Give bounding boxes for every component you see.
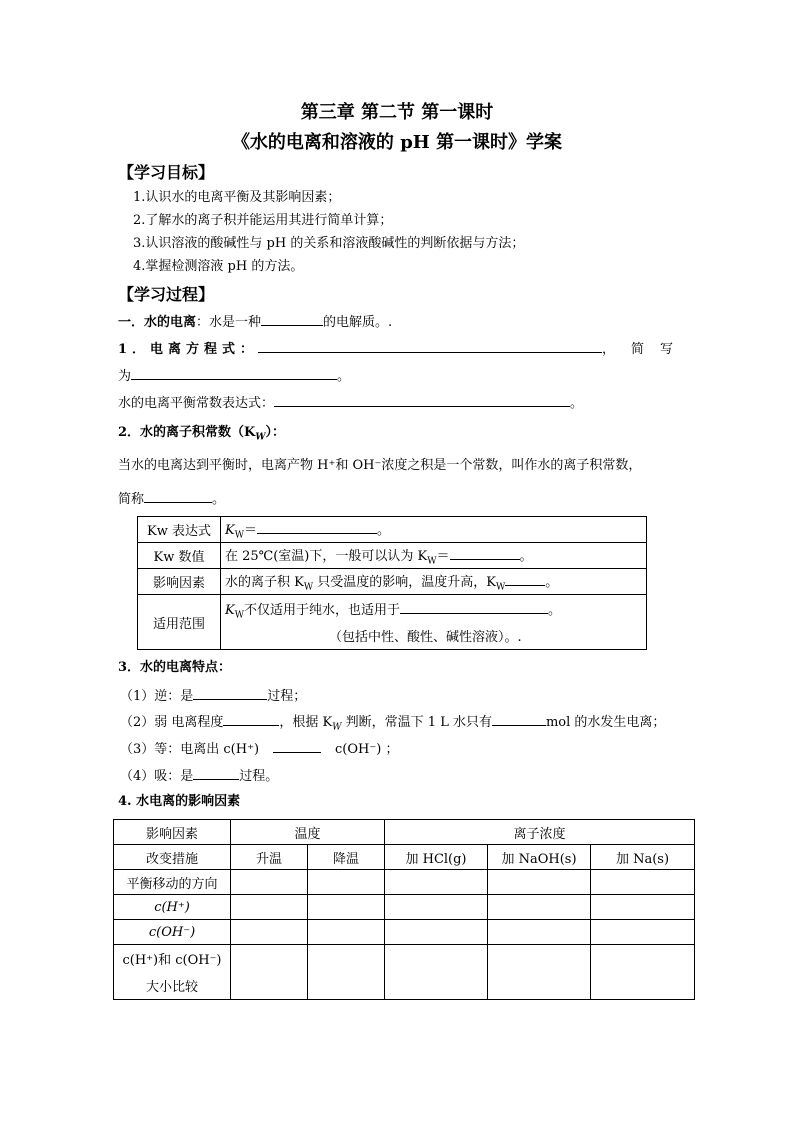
column-header: 温度 — [231, 820, 385, 845]
scope-note: （包括中性、酸性、碱性溶液）。. — [329, 630, 522, 646]
answer-cell[interactable] — [231, 945, 308, 1000]
text: mol 的水发生电离； — [545, 715, 666, 730]
column-header: 升温 — [231, 845, 308, 870]
text: ：水是一种 — [196, 315, 262, 330]
features-heading: 3．水的电离特点： — [118, 660, 232, 675]
table-header-row — [114, 820, 695, 845]
text: ＝ — [243, 522, 257, 538]
feature-item — [120, 739, 398, 758]
answer-blank[interactable] — [274, 393, 570, 407]
row-content — [221, 543, 647, 569]
question-ionization-equation — [118, 339, 690, 358]
feature-item — [120, 712, 665, 736]
row-content: 水的离子积 $K_W$ 只受温度的影响，温度升高，$K_W$ 。 — [221, 569, 647, 595]
text: 为 — [118, 369, 132, 384]
worksheet-title: 《水的电离和溶液的 pH 第一课时》学案 — [231, 132, 563, 153]
objectives-heading: 【学习目标】 — [118, 163, 215, 182]
answer-blank[interactable] — [505, 572, 545, 586]
column-header: 加 Na(s) — [591, 845, 695, 870]
table-header-row — [114, 845, 695, 870]
objective-item: 2.了解水的离子积并能运用其进行简单计算； — [133, 213, 393, 228]
text: 。 — [519, 548, 533, 564]
answer-cell[interactable] — [308, 945, 385, 1000]
kw-short-name — [118, 489, 225, 508]
text: 只受温度的影响，温度升高，K — [313, 574, 496, 590]
answer-blank[interactable] — [400, 600, 548, 614]
answer-blank[interactable] — [131, 366, 337, 380]
text: （1）逆：是 — [120, 689, 194, 704]
text: K — [225, 602, 235, 618]
subscript: W — [332, 722, 342, 733]
answer-cell[interactable] — [591, 920, 695, 945]
text: 简称 — [118, 492, 145, 507]
feature-item — [120, 686, 306, 705]
table-row — [138, 595, 647, 650]
text: K — [225, 522, 235, 538]
text: ＝ — [436, 548, 450, 564]
answer-cell[interactable] — [591, 870, 695, 895]
text: 水的离子积 K — [225, 574, 304, 590]
table-row — [114, 945, 695, 1000]
text: 。 — [337, 369, 351, 384]
text: （3）等：电离出 c(H⁺) — [120, 742, 260, 757]
subscript: W — [303, 582, 314, 593]
text: ）： — [265, 425, 285, 440]
table-row — [114, 920, 695, 945]
text: 过程； — [267, 689, 307, 704]
row-label: Kw 数值 — [138, 543, 221, 569]
answer-blank[interactable] — [258, 339, 602, 353]
row-label: 影响因素 — [138, 569, 221, 595]
answer-cell[interactable] — [308, 895, 385, 920]
text: 在 25℃(室温)下，一般可以认为 K — [225, 548, 428, 564]
table-row — [138, 543, 647, 569]
row-label: c(OH⁻) — [114, 920, 231, 945]
text: ，简写 — [602, 342, 690, 357]
feature-item — [120, 766, 278, 785]
text: 判断，常温下 1 L 水只有 — [341, 715, 492, 730]
objective-item: 1.认识水的电离平衡及其影响因素； — [133, 190, 341, 205]
question-kw-heading — [118, 425, 285, 446]
objective-item: 4.掌握检测溶液 pH 的方法。 — [133, 259, 304, 274]
answer-cell[interactable] — [231, 895, 308, 920]
row-content — [221, 595, 647, 650]
text: 。 — [548, 602, 562, 618]
row-label: Kw 表达式 — [138, 517, 221, 543]
kw-definition: 当水的电离达到平衡时，电离产物 H⁺和 OH⁻浓度之积是一个常数，叫作水的离子积常数， — [118, 458, 642, 473]
answer-cell[interactable] — [488, 945, 591, 1000]
chapter-title: 第三章 第二节 第一课时 — [300, 102, 494, 123]
row-label-line: c(H⁺)和 c(OH⁻) — [122, 953, 222, 968]
text: 的电解质。. — [323, 315, 393, 330]
column-header: 加 NaOH(s) — [488, 845, 591, 870]
table-row — [138, 569, 647, 595]
answer-cell[interactable] — [308, 920, 385, 945]
text: 水的电离平衡常数表达式： — [118, 396, 275, 411]
answer-blank[interactable] — [273, 739, 321, 753]
table-row — [114, 870, 695, 895]
column-header: 离子浓度 — [385, 820, 695, 845]
subscript: W — [234, 610, 244, 621]
kw-table — [137, 516, 647, 650]
answer-blank[interactable] — [261, 312, 323, 326]
row-label — [114, 945, 231, 1000]
answer-cell[interactable] — [488, 895, 591, 920]
process-heading: 【学习过程】 — [118, 285, 215, 304]
question-short-form — [118, 366, 350, 385]
answer-cell[interactable] — [385, 895, 488, 920]
column-header: 降温 — [308, 845, 385, 870]
question-label: 1．电离方程式： — [118, 342, 259, 357]
factors-table — [113, 819, 695, 1000]
text: 。 — [570, 396, 584, 411]
text: c(OH⁻) ； — [335, 742, 399, 757]
text: 不仅适用于纯水，也适用于 — [243, 602, 400, 618]
text: 。 — [545, 574, 559, 590]
row-content — [221, 517, 647, 543]
answer-cell[interactable] — [385, 870, 488, 895]
answer-cell[interactable] — [591, 895, 695, 920]
table-row — [114, 895, 695, 920]
answer-blank[interactable] — [193, 686, 267, 700]
answer-blank[interactable] — [193, 766, 239, 780]
column-header: 改变措施 — [114, 845, 231, 870]
answer-cell[interactable] — [385, 920, 488, 945]
text: （2）弱 电离程度 — [120, 715, 224, 730]
answer-blank[interactable] — [144, 489, 212, 503]
question-equilibrium-constant — [118, 393, 583, 412]
text: （4）吸：是 — [120, 769, 194, 784]
subscript: W — [255, 432, 266, 443]
answer-blank[interactable] — [223, 712, 279, 726]
subscript: W — [234, 530, 244, 541]
answer-blank[interactable] — [450, 546, 520, 560]
section-water-ionization — [118, 312, 392, 331]
answer-cell[interactable] — [231, 870, 308, 895]
answer-cell[interactable] — [488, 920, 591, 945]
answer-cell[interactable] — [308, 870, 385, 895]
column-header: 影响因素 — [114, 820, 231, 845]
subscript: W — [427, 556, 437, 567]
answer-blank[interactable] — [257, 520, 377, 534]
text: 。 — [212, 492, 226, 507]
answer-cell[interactable] — [231, 920, 308, 945]
answer-blank[interactable] — [492, 712, 546, 726]
row-label: 适用范围 — [138, 595, 221, 650]
factors-heading: 4. 水电离的影响因素 — [118, 794, 241, 809]
text: 。 — [377, 522, 391, 538]
row-label: c(H⁺) — [114, 895, 231, 920]
objective-item: 3.认识溶液的酸碱性与 pH 的关系和溶液酸碱性的判断依据与方法； — [133, 236, 525, 251]
column-header: 加 HCl(g) — [385, 845, 488, 870]
table-row — [138, 517, 647, 543]
answer-cell[interactable] — [488, 870, 591, 895]
text: 2．水的离子积常数（K — [118, 425, 256, 440]
row-label-line: 大小比较 — [145, 980, 198, 995]
text: ，根据 K — [279, 715, 333, 730]
answer-cell[interactable] — [385, 945, 488, 1000]
answer-cell[interactable] — [591, 945, 695, 1000]
row-label: 平衡移动的方向 — [114, 870, 231, 895]
text: 过程。 — [239, 769, 279, 784]
section-label: 一．水的电离 — [118, 315, 197, 330]
